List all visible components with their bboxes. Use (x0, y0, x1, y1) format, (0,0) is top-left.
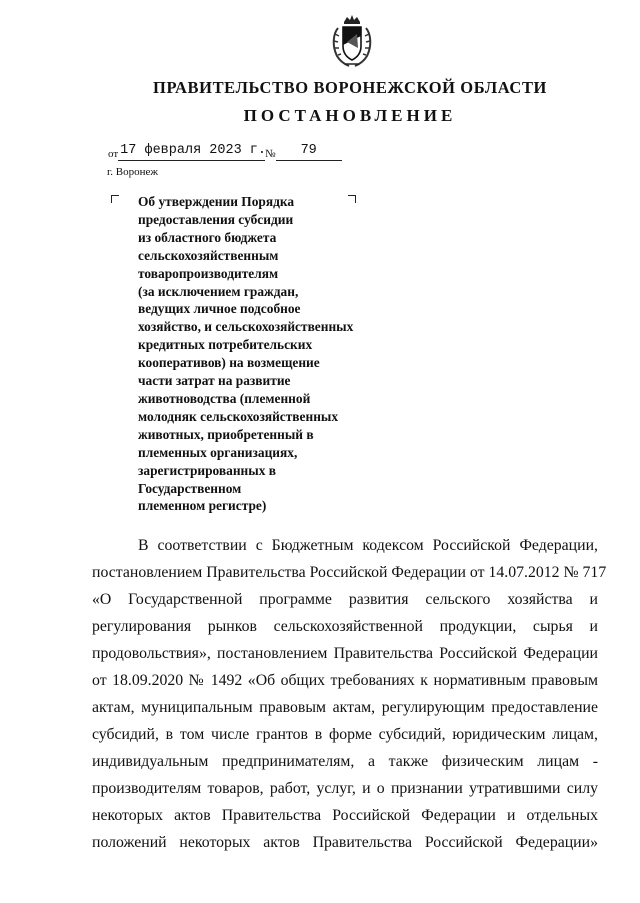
subject-line: животноводства (племенной (138, 390, 311, 406)
organization-title: ПРАВИТЕЛЬСТВО ВОРОНЕЖСКОЙ ОБЛАСТИ (153, 78, 547, 97)
subject-line: из областного бюджета (138, 229, 277, 245)
subject-line: зарегистрированных в (138, 462, 277, 478)
subject-line: ведущих личное подсобное (138, 301, 301, 317)
subject-line: части затрат на развитие (138, 373, 291, 389)
body-line: от 18.09.2020 № 1492 «Об общих требованиях к нормативным правовым (92, 672, 598, 689)
subject-line: товаропроизводителям (138, 265, 279, 281)
body-line: В соответствии с Бюджетным кодексом Российской Федерации, (138, 537, 598, 554)
body-line: «О Государственной программе развития сельского хозяйства и (92, 591, 598, 608)
document-date: 17 февраля 2023 г. (118, 143, 265, 161)
subject-line: (за исключением граждан, (138, 283, 299, 299)
subject-line: молодняк сельскохозяйственных (138, 408, 339, 424)
body-line: индивидуальным предпринимателям, а также физическим лицам - (92, 753, 598, 770)
date-prefix: от (108, 148, 119, 160)
subject-line: Об утверждении Порядка (138, 194, 295, 209)
body-line: некоторых актов Правительства Российской Федерации и отдельных (92, 807, 598, 824)
subject-line: племенном регистре) (138, 498, 267, 514)
date-number-line (108, 141, 342, 161)
subject-line: предоставления субсидии (138, 211, 294, 227)
subject-line: сельскохозяйственным (138, 247, 279, 263)
subject-line: кооперативов) на возмещение (138, 355, 320, 371)
body-line: субсидий, в том числе грантов в форме субсидий, юридическим лицам, (92, 726, 598, 743)
coat-of-arms-icon (329, 14, 375, 70)
body-line: регулирования рынков сельскохозяйственной продукции, сырья и (92, 618, 598, 635)
subject-line: кредитных потребительских (138, 337, 313, 353)
body-line: положений некоторых актов Правительства Российской Федерации» (92, 834, 598, 851)
body-line: производителям товаров, работ, услуг, и о признании утратившими силу (92, 780, 598, 797)
subject-corner-left (111, 195, 119, 203)
subject-line: животных, приобретенный в (138, 426, 314, 442)
subject-line: хозяйство, и сельскохозяйственных (138, 319, 354, 335)
number-prefix: № (265, 148, 276, 160)
body-paragraph (92, 532, 607, 856)
document-type-title: ПОСТАНОВЛЕНИЕ (243, 106, 457, 125)
subject-line: племенных организациях, (138, 444, 298, 460)
body-line: актам, муниципальным правовым актам, регулирующим предоставление (92, 699, 598, 716)
body-line: продовольствия», постановлением Правительства Российской Федерации (92, 645, 598, 662)
body-line: постановлением Правительства Российской Федерации от 14.07.2012 № 717 (92, 564, 607, 581)
document-number: 79 (276, 143, 342, 161)
subject-line: Государственном (138, 480, 242, 496)
city-label: г. Воронеж (107, 166, 158, 178)
subject-heading (138, 193, 408, 515)
